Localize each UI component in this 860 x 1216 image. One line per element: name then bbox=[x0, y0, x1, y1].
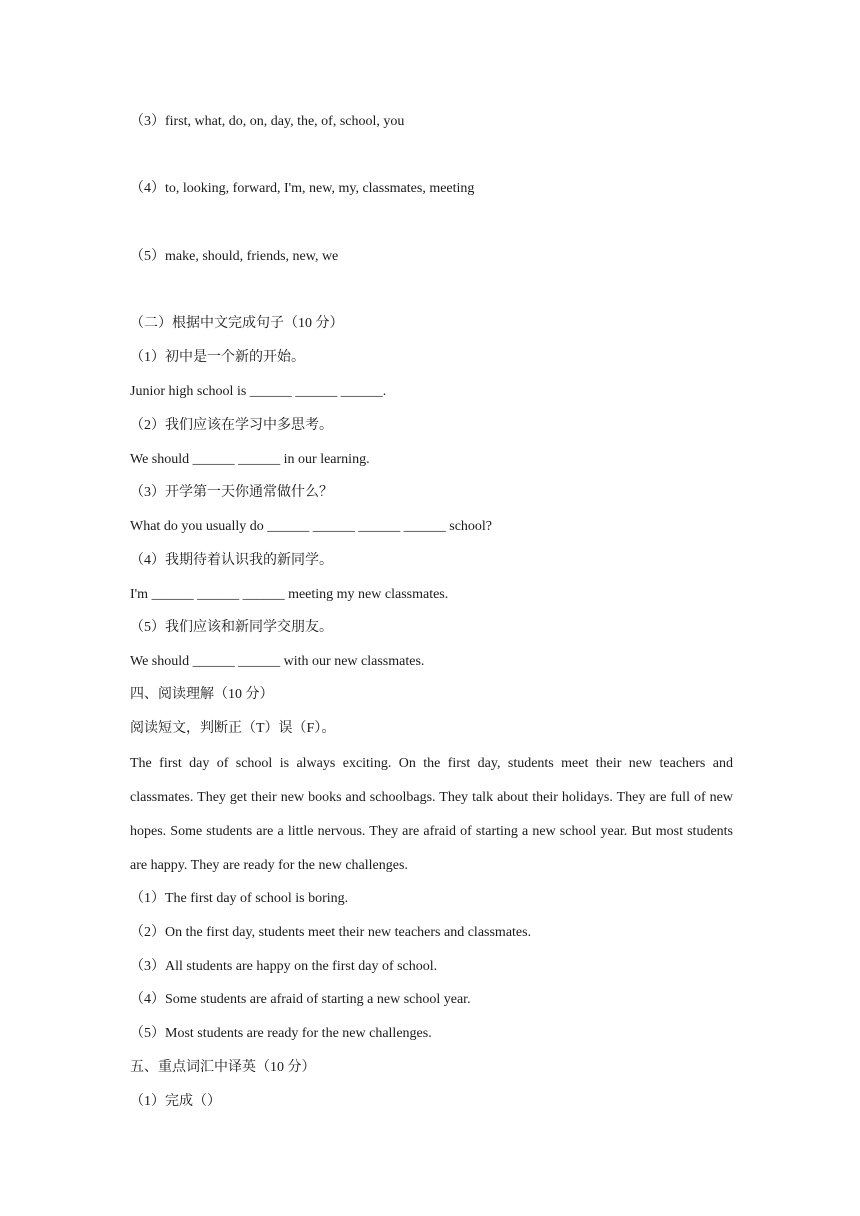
translate-item-5-cn: （5）我们应该和新同学交朋友。 bbox=[130, 620, 333, 635]
translate-item-4-cn: （4）我期待着认识我的新同学。 bbox=[130, 553, 333, 568]
reorder-item-3: （3）first, what, do, on, day, the, of, school, you bbox=[130, 114, 405, 129]
reading-statement-1: （1）The first day of school is boring. bbox=[130, 891, 349, 906]
reading-statement-2: （2）On the first day, students meet their new teachers and classmates. bbox=[130, 925, 532, 940]
reading-statement-5: （5）Most students are ready for the new challenges. bbox=[130, 1026, 432, 1041]
reorder-item-4: （4）to, looking, forward, I'm, new, my, classmates, meeting bbox=[130, 181, 475, 196]
translate-item-3-en: What do you usually do ______ ______ ______ ______ school? bbox=[130, 519, 493, 534]
translate-item-1-cn: （1）初中是一个新的开始。 bbox=[130, 350, 305, 365]
translate-item-5-en: We should ______ ______ with our new classmates. bbox=[130, 654, 425, 669]
reading-instruction: 阅读短文，判断正（T）误（F）。 bbox=[130, 721, 336, 736]
vocab-section-heading: 五、重点词汇中译英（10 分） bbox=[130, 1060, 316, 1075]
reading-statement-3: （3）All students are happy on the first day of school. bbox=[130, 959, 438, 974]
reading-passage: The first day of school is always exciting. On the first day, students meet their new teachers and classmates. They get their new books and schoolbags. They talk about their holidays. They are full of new hopes. Some students are a little nervous. They are afraid of starting a new school year. But most students are happy. They are ready for the new challenges. bbox=[130, 756, 733, 873]
translate-section-heading: （二）根据中文完成句子（10 分） bbox=[130, 316, 344, 331]
vocab-item-1: （1）完成（） bbox=[130, 1094, 221, 1109]
translate-item-2-cn: （2）我们应该在学习中多思考。 bbox=[130, 418, 333, 433]
reading-statement-4: （4）Some students are afraid of starting a new school year. bbox=[130, 992, 471, 1007]
translate-item-2-en: We should ______ ______ in our learning. bbox=[130, 452, 370, 467]
translate-item-1-en: Junior high school is ______ ______ ______. bbox=[130, 384, 387, 399]
translate-item-4-en: I'm ______ ______ ______ meeting my new classmates. bbox=[130, 587, 449, 602]
translate-item-3-cn: （3）开学第一天你通常做什么？ bbox=[130, 485, 333, 500]
reading-section-heading: 四、阅读理解（10 分） bbox=[130, 687, 274, 702]
reorder-item-5: （5）make, should, friends, new, we bbox=[130, 249, 339, 264]
